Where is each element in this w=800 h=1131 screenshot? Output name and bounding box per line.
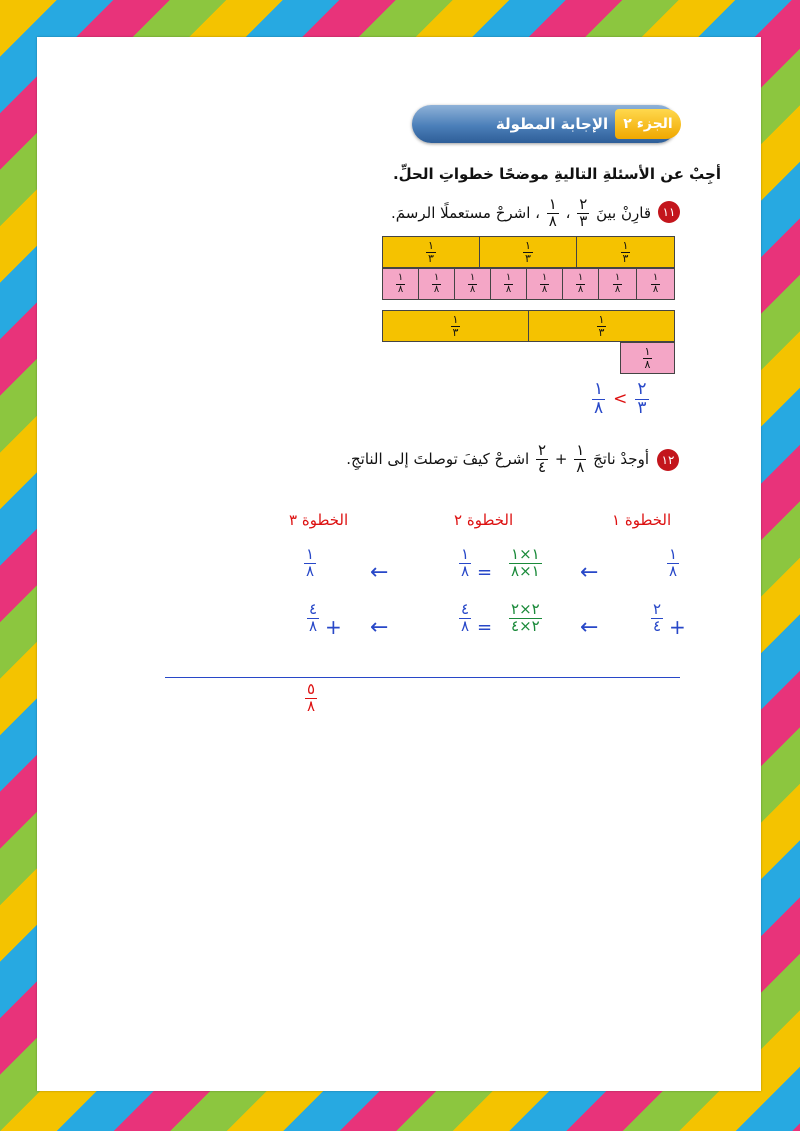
row1-arrow-1: ← (580, 560, 599, 585)
section-banner (412, 105, 677, 143)
q11-text-end: ، اشرحْ مستعملًا الرسمَ. (391, 203, 541, 222)
row2-result-fraction: ٤ ٨ (461, 600, 470, 635)
third-cell: ١ ٣ (576, 236, 675, 268)
q11-fraction-a: ٢ ٣ (579, 195, 588, 230)
row2-step1-fraction: ٢ ٤ (653, 600, 662, 635)
row1-multiplication: ١×١ ١×٨ (511, 545, 540, 580)
row1-step1-fraction: ١ ٨ (669, 545, 678, 580)
third-cell: ١ ٣ (382, 236, 480, 268)
eighth-cell: ١ ٨ (454, 268, 491, 300)
row2-plus-step3: + (325, 615, 342, 639)
eighth-cell: ١ ٨ (526, 268, 563, 300)
step-3-label: الخطوة ٣ (289, 511, 349, 529)
row2-plus-step1: + (669, 615, 686, 639)
answer-operator: < (613, 389, 628, 410)
row2-equals: = (477, 617, 493, 638)
question-12-text: أوجدْ ناتجَ ١ ٨ + ٢ ٤ اشرحْ كيفَ توصلتَ إلى الناتجِ. (346, 441, 649, 476)
row2-arrow-1: ← (580, 615, 599, 640)
row1-step3-fraction: ١ ٨ (306, 545, 315, 580)
question-12-number: ١٢ (657, 449, 679, 471)
third-cell: ١ ٣ (382, 310, 529, 342)
row1-equals: = (477, 562, 493, 583)
question-11-number: ١١ (658, 201, 680, 223)
banner-title: الإجابة المطولة (495, 115, 609, 133)
third-cell: ١ ٣ (528, 310, 675, 342)
step-2-label: الخطوة ٢ (454, 511, 514, 529)
eighth-cell: ١ ٨ (490, 268, 527, 300)
banner-part-label: الجزء ٢ (615, 109, 681, 139)
one-eighth-bar: ١ ٨ (620, 342, 675, 374)
third-cell: ١ ٣ (479, 236, 577, 268)
q11-fraction-b: ١ ٨ (548, 195, 557, 230)
instructions-text: أجِبْ عن الأسئلةِ التاليةِ موضحًا خطواتِ الحلِّ. (392, 165, 721, 183)
q12-fraction-b: ٢ ٤ (538, 441, 547, 476)
step-1-label: الخطوة ١ (612, 511, 672, 529)
row2-arrow-2: ← (370, 615, 389, 640)
eighth-cell: ١ ٨ (598, 268, 637, 300)
q11-answer (590, 381, 651, 418)
question-11-text (391, 197, 651, 230)
eighth-cell: ١ ٨ (382, 268, 419, 300)
answer-left-fraction: ١ ٨ (594, 379, 604, 418)
q11-separator: ، (565, 203, 571, 222)
q12-fraction-a: ١ ٨ (576, 441, 585, 476)
row2-step3-fraction: ٤ ٨ (309, 600, 318, 635)
eighth-cell: ١ ٨ (636, 268, 675, 300)
eighth-cell: ١ ٨ (562, 268, 599, 300)
total-fraction: ٥ ٨ (307, 680, 316, 715)
worksheet-page (37, 37, 761, 1091)
row1-result-fraction: ١ ٨ (461, 545, 470, 580)
q11-text-start: قارِنْ بينَ (596, 203, 651, 222)
row2-multiplication: ٢×٢ ٢×٤ (511, 600, 540, 635)
eighth-cell: ١ ٨ (418, 268, 455, 300)
row1-arrow-2: ← (370, 560, 389, 585)
answer-right-fraction: ٢ ٣ (637, 379, 647, 418)
sum-line (165, 677, 680, 678)
